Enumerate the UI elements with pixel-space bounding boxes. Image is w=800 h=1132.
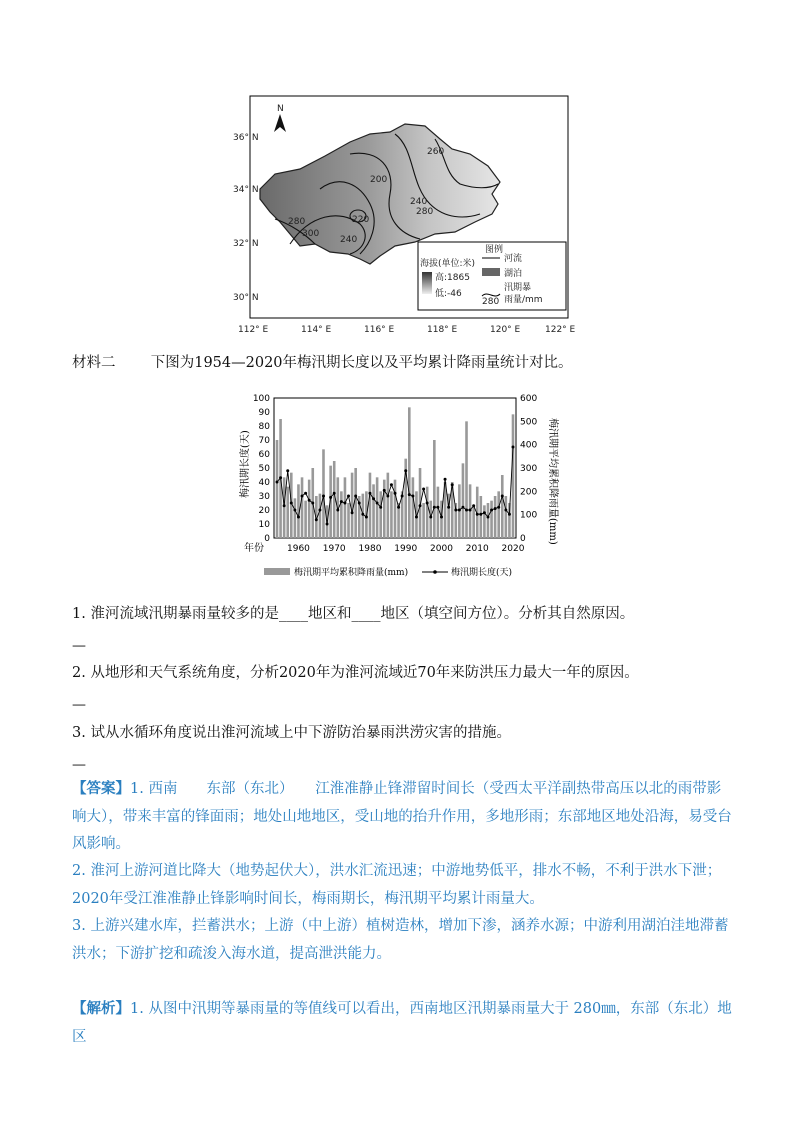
answer-2: 2. 淮河上游河道比降大（地势起伏大），洪水汇流迅速；中游地势低平，排水不畅，不利于洪水下泄；2020年受江淮准静止锋影响时间长，梅雨期长，梅汛期平均累计雨量大。 (72, 863, 722, 907)
line-point (472, 504, 475, 507)
analysis-1: 1. 从图中汛期等暴雨量的等值线可以看出，西南地区汛期暴雨量大于 280㎜，东部（东北）地区 (72, 1001, 732, 1045)
bar (487, 503, 490, 538)
svg-text:汛期暴: 汛期暴 (504, 283, 532, 293)
line-point (390, 483, 393, 486)
contour-label: 300 (302, 229, 320, 239)
answer-line: — (72, 638, 86, 654)
bar (354, 468, 357, 538)
line-point (444, 478, 447, 481)
line-point (286, 469, 289, 472)
svg-text:低:-46: 低:-46 (435, 289, 462, 299)
line-point (318, 509, 321, 512)
bar (387, 473, 390, 538)
y-left-tick: 10 (258, 520, 270, 530)
line-point (293, 509, 296, 512)
answer-tag: 【答案】 (72, 780, 130, 797)
bar (505, 496, 508, 538)
y-right-tick: 100 (520, 510, 538, 521)
line-point (361, 513, 364, 516)
line-point (494, 507, 497, 510)
lat-label: 34° N (233, 185, 259, 195)
line-point (419, 504, 422, 507)
svg-text:N: N (277, 104, 284, 114)
line-point (315, 518, 318, 521)
line-point (351, 511, 354, 514)
y-left-tick: 30 (258, 492, 270, 502)
line-point (508, 513, 511, 516)
bar (383, 480, 386, 538)
line-point (372, 497, 375, 500)
x-tick: 1960 (287, 544, 310, 554)
legend-bar-label: 梅汛期平均累积降雨量(mm) (294, 568, 409, 578)
bar (304, 501, 307, 538)
answer-3: 3. 上游兴建水库，拦蓄洪水；上游（中上游）植树造林，增加下渗，涵养水源；中游利用湖泊洼地滞蓄洪水；下游扩挖和疏浚入海水道，提高泄洪能力。 (72, 918, 729, 962)
lon-label: 116° E (364, 325, 395, 335)
answer-block (72, 775, 732, 859)
contour-label: 200 (370, 175, 388, 185)
bar (412, 477, 415, 538)
y-right-tick: 400 (520, 440, 538, 451)
bar (308, 480, 311, 538)
svg-text:280: 280 (482, 297, 500, 307)
question-1: 1. 淮河流域汛期暴雨量较多的是____地区和____地区（填空间方位）。分析其自然原因。 (72, 606, 635, 622)
y-right-tick: 0 (520, 534, 526, 544)
svg-text:海拔(单位:米): 海拔(单位:米) (420, 259, 476, 269)
line-point (376, 502, 379, 505)
bar (437, 487, 440, 538)
bar (362, 494, 365, 538)
bar (429, 501, 432, 538)
bar (294, 498, 297, 538)
line-point (379, 506, 382, 509)
bar (276, 440, 279, 538)
bar (340, 491, 343, 538)
map-legend (418, 242, 566, 310)
lat-label: 32° N (233, 239, 259, 249)
bar (480, 496, 483, 538)
material-two (72, 352, 573, 374)
svg-text:雨量/mm: 雨量/mm (504, 295, 543, 305)
line-point (308, 499, 311, 502)
line-point (451, 483, 454, 486)
material-text: 下图为1954—2020年梅汛期长度以及平均累计降雨量统计对比。 (150, 355, 573, 371)
bar (408, 407, 411, 538)
bar (347, 503, 350, 538)
bar (483, 505, 486, 538)
line-point (333, 492, 336, 495)
line-point (276, 481, 279, 484)
bar (379, 491, 382, 538)
line-point (394, 492, 397, 495)
bar (390, 491, 393, 538)
bar (394, 480, 397, 538)
x-tick: 1980 (358, 544, 382, 554)
lat-label: 30° N (233, 293, 259, 303)
line-point (283, 504, 286, 507)
line-point (483, 511, 486, 514)
line-point (347, 495, 350, 498)
y-left-tick: 60 (258, 450, 270, 460)
bar (372, 484, 375, 538)
y-right-tick: 200 (520, 487, 538, 498)
line-point (365, 516, 368, 519)
x-tick: 2020 (501, 544, 525, 554)
line-point (383, 489, 386, 492)
analysis-tag: 【解析】 (72, 1000, 130, 1017)
line-point (429, 516, 432, 519)
line-point (322, 495, 325, 498)
line-point (476, 513, 479, 516)
lon-label: 118° E (427, 325, 458, 335)
bar (376, 477, 379, 538)
line-point (340, 500, 343, 503)
bar (462, 463, 465, 538)
bar (322, 449, 325, 538)
line-point (465, 509, 468, 512)
bar (490, 501, 493, 538)
y-left-tick: 90 (258, 408, 270, 418)
line-point (336, 509, 339, 512)
basin-map (230, 94, 575, 339)
legend-line-label: 梅汛期长度(天) (451, 568, 513, 578)
y-right-tick: 600 (520, 394, 538, 404)
x-tick: 2010 (465, 544, 489, 554)
bar (286, 487, 289, 538)
bar (501, 475, 504, 538)
line-point (436, 506, 439, 509)
y-right-label: 梅汛期平均累积降雨量(mm) (547, 418, 558, 545)
contour-label: 220 (352, 215, 370, 225)
line-point (354, 495, 357, 498)
line-point (512, 446, 515, 449)
y-right-tick: 300 (520, 464, 538, 474)
bar (301, 477, 304, 538)
line-point (329, 496, 332, 499)
x-tick: 1970 (322, 544, 346, 554)
contour-label: 240 (410, 197, 428, 207)
y-left-tick: 80 (258, 422, 270, 432)
line-point (343, 502, 346, 505)
y-left-tick: 70 (258, 436, 270, 446)
lon-label: 120° E (490, 325, 521, 335)
contour-label: 280 (288, 217, 306, 227)
contour-label: 280 (416, 207, 434, 217)
line-point (326, 523, 329, 526)
line-point (279, 476, 282, 479)
question-3: 3. 试从水循环角度说出淮河流域上中下游防治暴雨洪涝灾害的措施。 (72, 725, 511, 741)
answer-1: 1. 西南 东部（东北） 江淮准静止锋滞留时间长（受西太平洋副热带高压以北的雨带影响大），带来丰富的锋面雨；地处山地地区，受山地的抬升作用，多地形雨；东部地区地处沿海，易受台风影响。 (72, 781, 732, 852)
line-point (433, 506, 436, 509)
bar (512, 414, 515, 538)
line-point (290, 502, 293, 505)
bar (433, 440, 436, 538)
line-point (504, 509, 507, 512)
line-point (479, 513, 482, 516)
answer-line: — (72, 757, 86, 773)
legend-line-point (433, 570, 437, 574)
svg-text:高:1865: 高:1865 (435, 273, 470, 283)
y-left-tick: 0 (264, 534, 270, 544)
answer-line: — (72, 697, 86, 713)
bar (319, 494, 322, 538)
question-2: 2. 从地形和天气系统角度，分析2020年为淮河流域近70年来防洪压力最大一年的原因。 (72, 665, 639, 681)
bar (344, 477, 347, 538)
bar (283, 477, 286, 538)
line-point (415, 516, 418, 519)
svg-text:图例: 图例 (485, 245, 504, 255)
line-point (311, 502, 314, 505)
bar (369, 473, 372, 538)
rain-chart (222, 384, 582, 584)
line-point (408, 493, 411, 496)
line-point (486, 516, 489, 519)
line-point (447, 506, 450, 509)
y-left-tick: 20 (258, 506, 270, 516)
line-point (501, 495, 504, 498)
legend-bar-swatch (264, 568, 290, 575)
line-point (469, 509, 472, 512)
bar (426, 487, 429, 538)
line-point (454, 509, 457, 512)
y-left-tick: 50 (258, 464, 270, 474)
y-left-tick: 100 (252, 394, 270, 404)
line-point (426, 502, 429, 505)
line-point (297, 516, 300, 519)
y-right-tick: 500 (520, 417, 538, 428)
bar (472, 505, 475, 538)
x-axis-label: 年份 (244, 543, 264, 554)
lon-label: 122° E (545, 325, 575, 335)
line-point (401, 495, 404, 498)
y-left-tick: 40 (258, 478, 270, 488)
line-point (490, 509, 493, 512)
contour-label: 240 (340, 235, 358, 245)
line-point (397, 506, 400, 509)
line-point (458, 509, 461, 512)
x-tick: 1990 (394, 544, 418, 554)
bar (465, 421, 468, 538)
bar (494, 496, 497, 538)
lon-label: 114° E (301, 325, 332, 335)
bar (497, 491, 500, 538)
line-point (461, 506, 464, 509)
line-point (440, 516, 443, 519)
bar (351, 473, 354, 538)
line-point (404, 469, 407, 472)
y-left-label: 梅汛期长度(天) (240, 430, 251, 498)
line-point (386, 495, 389, 498)
line-point (301, 495, 304, 498)
line-point (422, 488, 425, 491)
line-point (368, 492, 371, 495)
line-point (411, 495, 414, 498)
line-point (497, 506, 500, 509)
line-point (358, 502, 361, 505)
material-label: 材料二 (72, 355, 116, 371)
lon-label: 112° E (238, 325, 269, 335)
contour-label: 260 (427, 147, 445, 157)
bar (422, 503, 425, 538)
lat-label: 36° N (233, 133, 259, 143)
x-tick: 2000 (430, 544, 453, 554)
analysis-block (72, 995, 732, 1051)
svg-text:湖泊: 湖泊 (504, 269, 523, 279)
svg-text:河流: 河流 (504, 254, 523, 264)
line-point (304, 492, 307, 495)
